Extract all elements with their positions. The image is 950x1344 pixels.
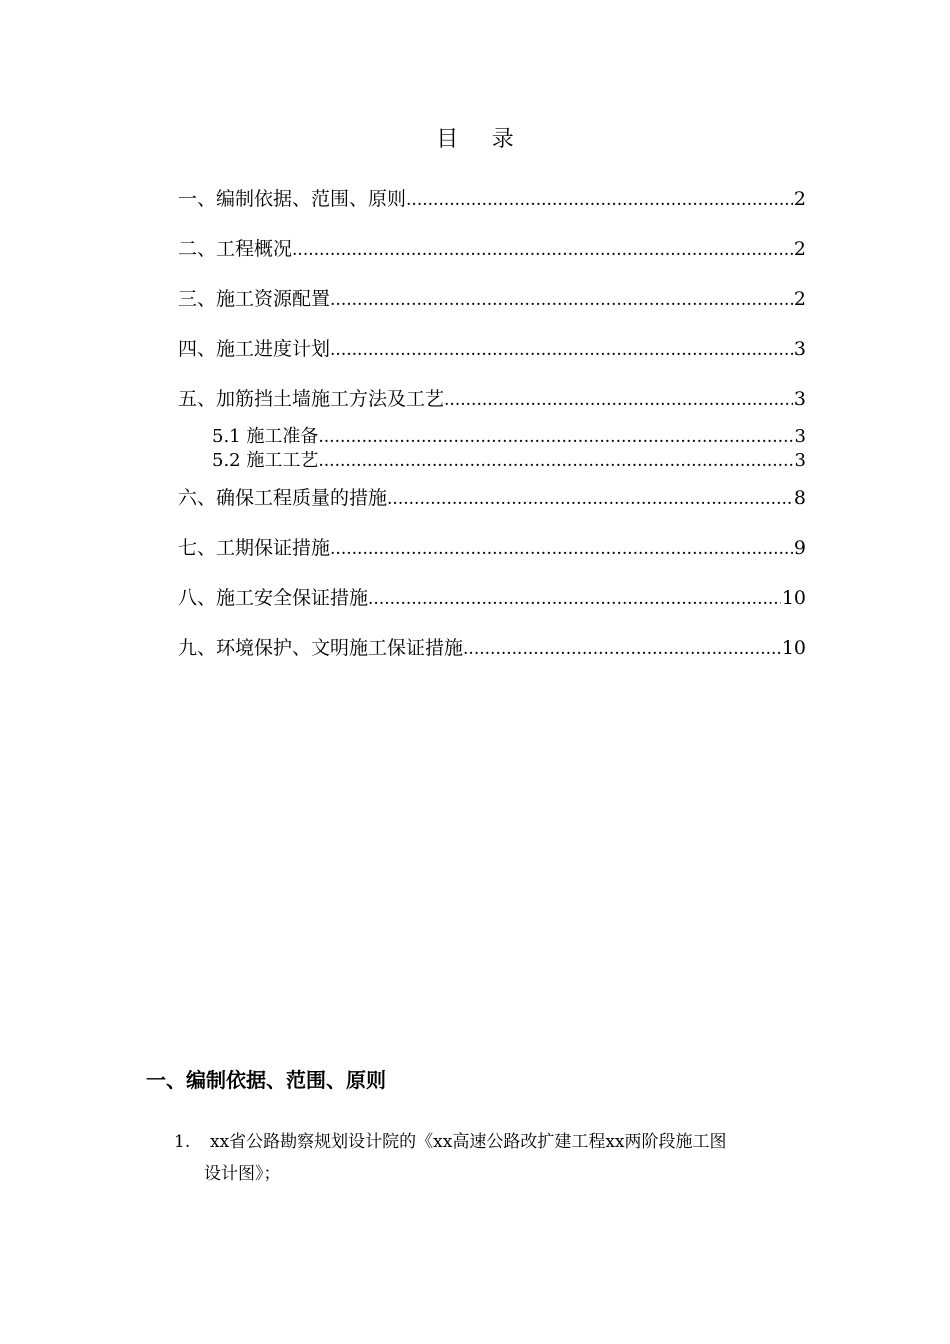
toc-leader-dots [318,448,793,474]
toc-leader-dots [406,185,793,215]
toc-entry-label: 九、环境保护、文明施工保证措施 [178,637,464,659]
toc-page-number: 2 [793,288,806,310]
toc-leader-dots [318,424,793,450]
list-item-number: 1. [174,1132,191,1152]
toc-leader-dots [330,335,793,365]
section-heading: 一、编制依据、范围、原则 [146,1068,386,1092]
toc-page-number: 3 [793,338,806,360]
toc-entry[interactable] [178,583,806,613]
toc-leader-dots [330,285,793,315]
list-item-text-line2: 设计图》； [204,1164,281,1184]
toc-entry[interactable] [178,384,806,414]
toc-entry-label: 六、确保工程质量的措施 [178,487,388,509]
toc-entry-label: 三、施工资源配置 [178,288,331,310]
toc-entry-label: 5.1 施工准备 [212,426,319,447]
toc-page-number: 10 [781,587,806,609]
toc-leader-dots [444,385,793,415]
toc-entry-label: 五、加筋挡土墙施工方法及工艺 [178,388,445,410]
toc-page-number: 8 [793,487,806,509]
toc-entry[interactable] [178,483,806,513]
toc-entry-label: 二、工程概况 [178,238,293,260]
toc-entry[interactable] [178,184,806,214]
toc-subentry[interactable] [212,448,806,474]
toc-page-number: 3 [794,426,806,447]
toc-subentry[interactable] [212,424,806,450]
toc-title: 目 录 [436,127,527,152]
toc-page-number: 10 [781,637,806,659]
toc-page-number: 2 [793,238,806,260]
toc-leader-dots [387,484,793,514]
toc-leader-dots [368,584,781,614]
toc-leader-dots [292,235,793,265]
toc-page-number: 9 [793,537,806,559]
toc-entry-label: 七、工期保证措施 [178,537,331,559]
toc-page-number: 2 [793,188,806,210]
toc-entry[interactable] [178,334,806,364]
toc-entry[interactable] [178,533,806,563]
toc-page-number: 3 [793,388,806,410]
toc-leader-dots [330,534,793,564]
toc-leader-dots [463,634,781,664]
list-item-text-line1: xx省公路勘察规划设计院的《xx高速公路改扩建工程xx两阶段施工图 [210,1132,727,1152]
toc-entry[interactable] [178,234,806,264]
toc-page-number: 3 [794,450,806,471]
toc-entry-label: 四、施工进度计划 [178,338,331,360]
toc-entry[interactable] [178,633,806,663]
toc-entry-label: 5.2 施工工艺 [212,450,319,471]
list-item [174,1126,814,1190]
toc-entry[interactable] [178,284,806,314]
toc-entry-label: 一、编制依据、范围、原则 [178,188,407,210]
toc-entry-label: 八、施工安全保证措施 [178,587,369,609]
